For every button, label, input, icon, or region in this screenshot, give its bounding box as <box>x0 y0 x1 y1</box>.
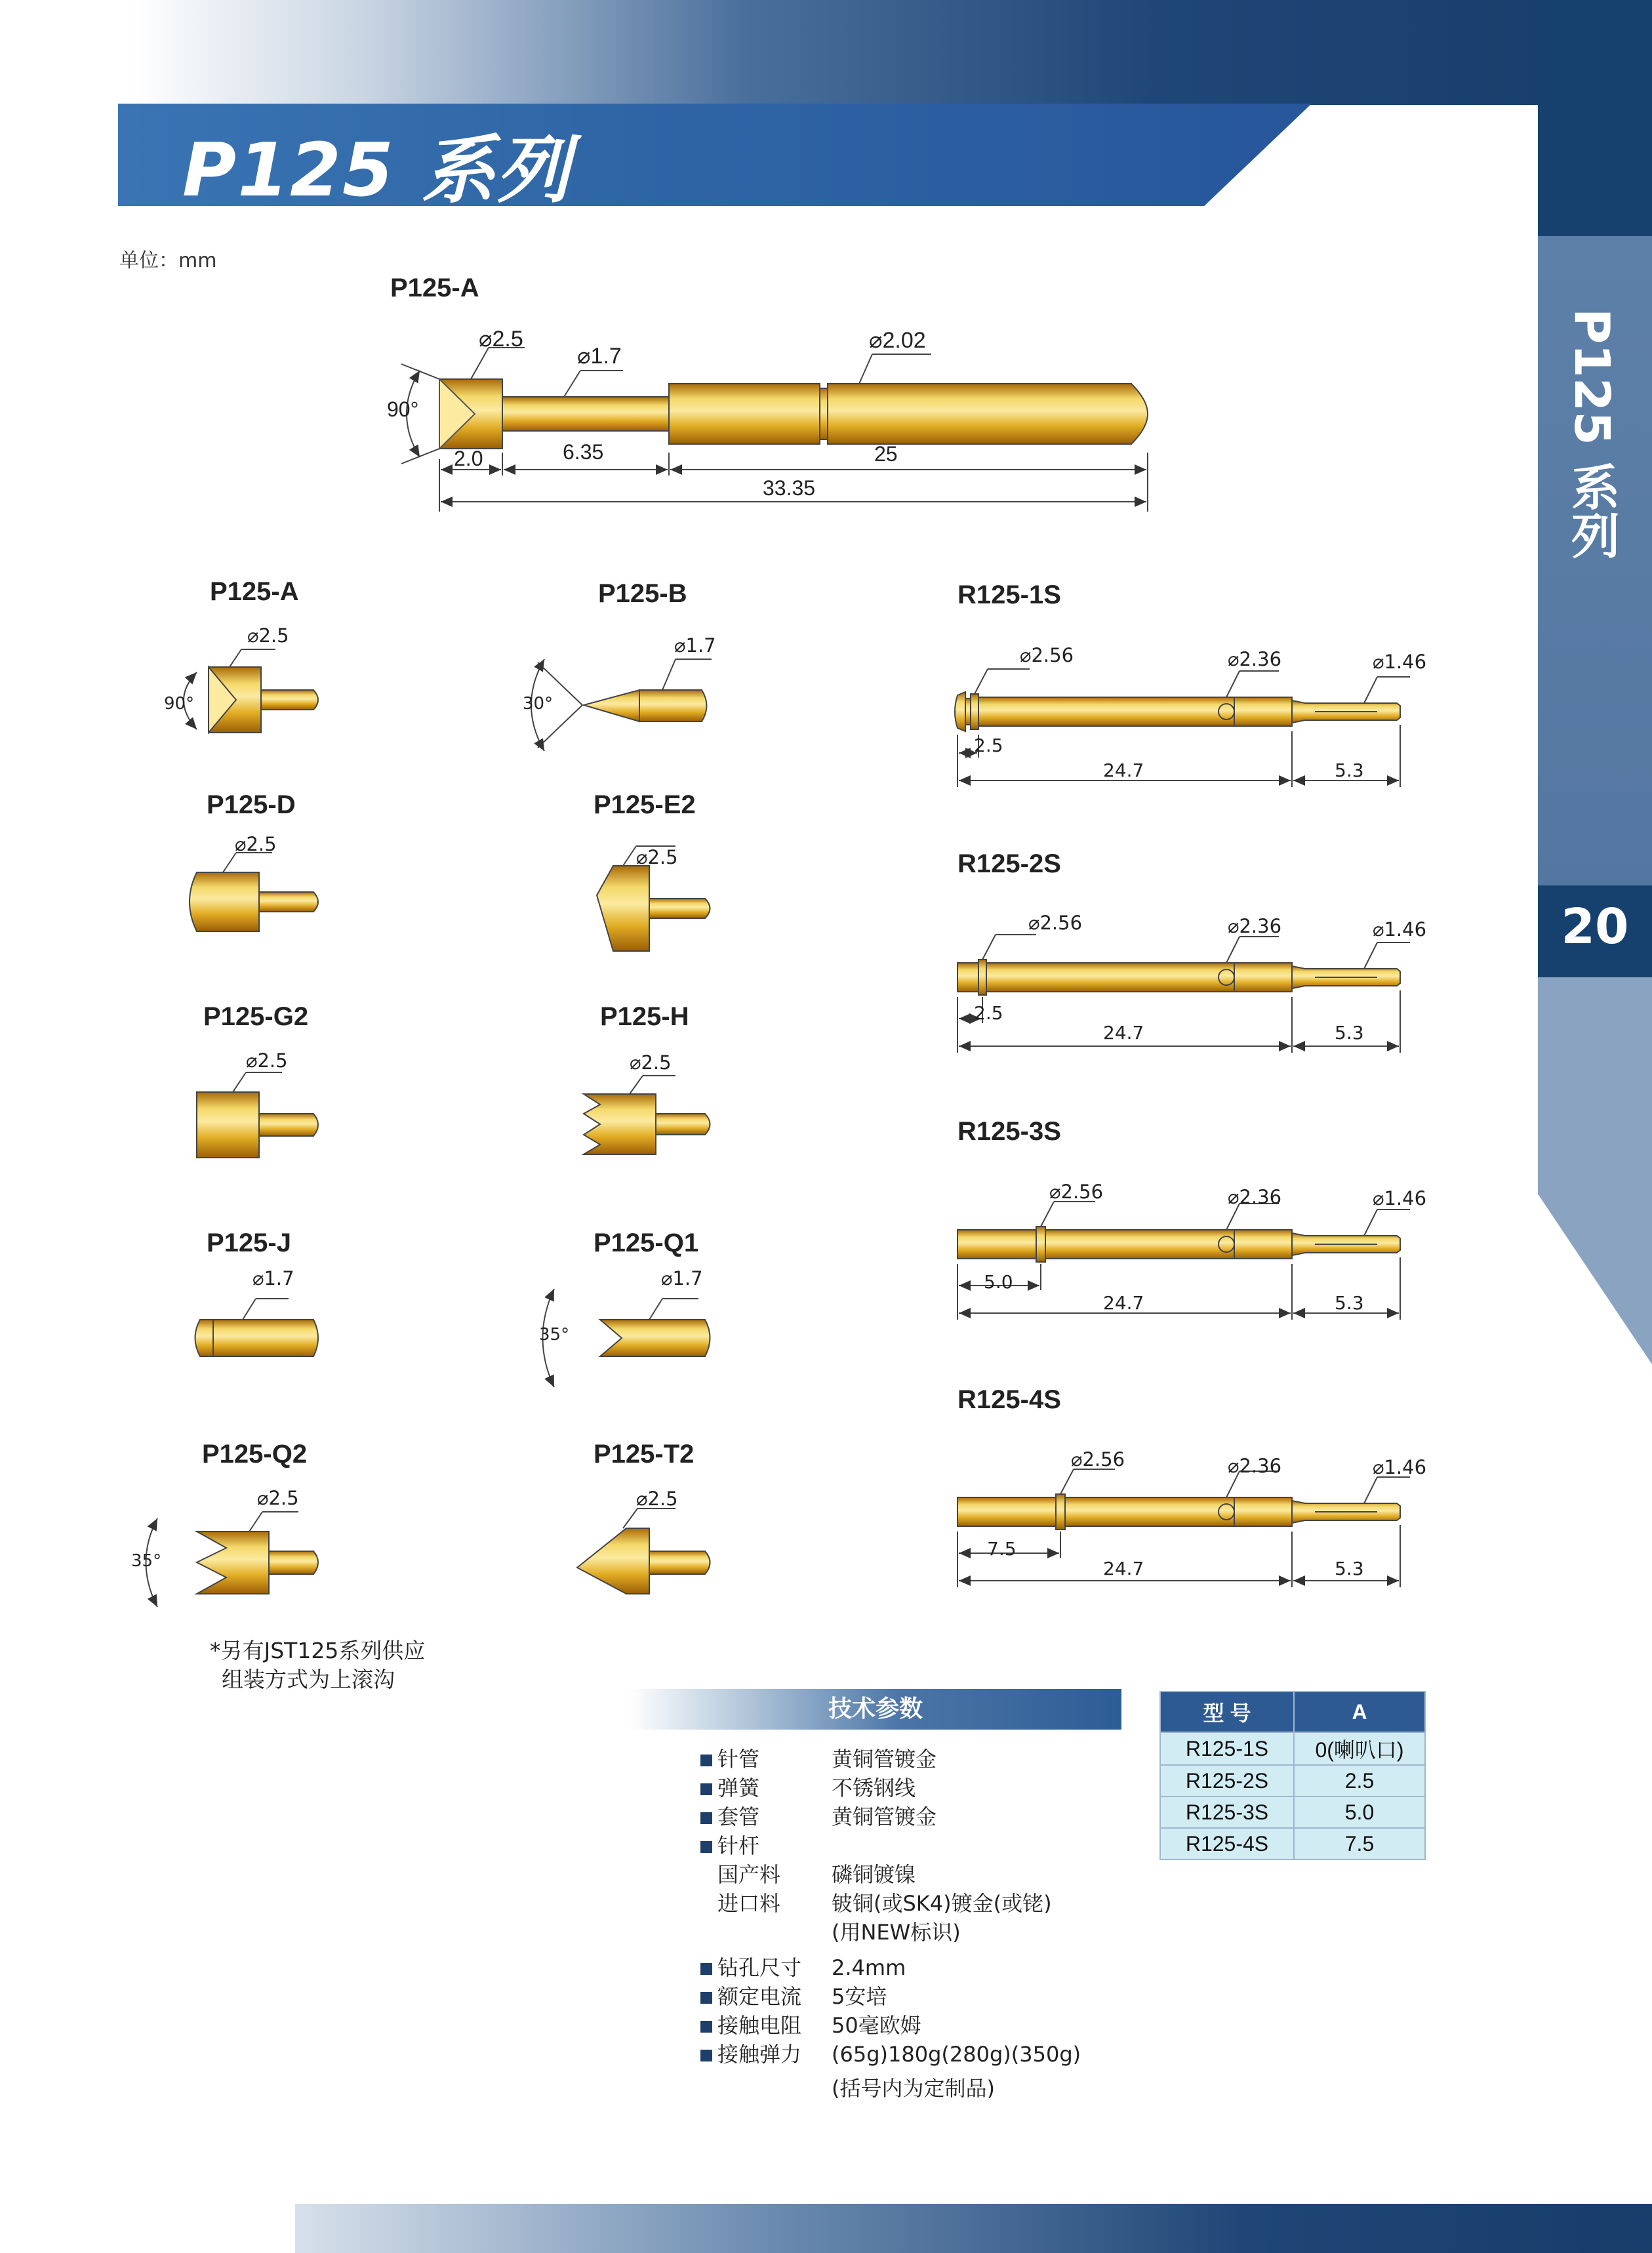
rec-1s-a: 2.5 <box>974 735 1003 756</box>
tip-dia-g2: ⌀2.5 <box>246 1049 288 1072</box>
rec-2s-l1: 24.7 <box>1103 1022 1144 1044</box>
tip-label-q1: P125-Q1 <box>594 1228 699 1257</box>
receptacle-label-4s: R125-4S <box>957 1385 1061 1414</box>
tip-dia-d: ⌀2.5 <box>235 833 277 855</box>
tip-dia-b: ⌀1.7 <box>674 634 716 657</box>
tip-angle-q2: 35° <box>131 1551 162 1571</box>
tip-label-d: P125-D <box>207 790 296 819</box>
tip-label-q2: P125-Q2 <box>202 1440 308 1469</box>
tech-row: 针杆 <box>700 1831 1081 1860</box>
table-row <box>1160 1828 1425 1859</box>
page-number: 20 <box>1561 899 1629 955</box>
model-table <box>1159 1691 1426 1860</box>
main-drawing-name: P125-A <box>390 274 479 302</box>
tip-label-g2: P125-G2 <box>203 1002 309 1031</box>
rec-2s-a: 2.5 <box>974 1002 1003 1024</box>
table-cell: 5.0 <box>1294 1796 1425 1828</box>
tip-dia-q2: ⌀2.5 <box>257 1487 299 1509</box>
tip-label-a: P125-A <box>210 577 299 606</box>
rec-3s-d3: ⌀1.46 <box>1373 1187 1427 1209</box>
rec-2s-l2: 5.3 <box>1335 1022 1364 1044</box>
note-line-2: 组装方式为上滚沟 <box>222 1667 395 1692</box>
rec-4s-d1: ⌀2.56 <box>1071 1448 1125 1471</box>
tip-label-t2: P125-T2 <box>594 1440 695 1469</box>
tip-drawing-t2 <box>577 1509 710 1594</box>
rec-1s-d2: ⌀2.36 <box>1228 648 1282 670</box>
bullet-icon <box>700 1841 712 1853</box>
rec-3s-l2: 5.3 <box>1335 1292 1364 1314</box>
tip-dia-e2: ⌀2.5 <box>636 846 678 868</box>
note-line-1: *另有JST125系列供应 <box>210 1638 426 1663</box>
tip-drawing-h <box>584 1076 710 1154</box>
bullet-icon <box>700 1755 712 1766</box>
table-cell: 2.5 <box>1294 1765 1425 1796</box>
main-len-neck: 6.35 <box>563 440 604 464</box>
bullet-icon <box>700 2021 712 2033</box>
table-cell: R125-4S <box>1160 1828 1294 1859</box>
receptacle-label-3s: R125-3S <box>957 1117 1061 1146</box>
tech-params-list <box>700 1745 1081 2103</box>
tech-params-header: 技术参数 <box>630 1689 1121 1730</box>
bullet-icon <box>700 1992 712 2004</box>
table-cell: R125-3S <box>1160 1796 1294 1828</box>
tip-drawing-a <box>184 649 318 733</box>
table-cell: 0(喇叭口) <box>1294 1732 1425 1765</box>
rec-2s-d3: ⌀1.46 <box>1373 918 1427 941</box>
main-d-neck: ⌀1.7 <box>577 344 622 369</box>
tip-angle-a: 90° <box>164 694 195 714</box>
tech-row: 接触弹力 (65g)180g(280g)(350g) <box>700 2040 1081 2069</box>
tech-row: 国产料 磷铜镀镍 <box>717 1862 916 1887</box>
rec-1s-d3: ⌀1.46 <box>1373 651 1427 673</box>
rec-3s-d2: ⌀2.36 <box>1228 1186 1282 1208</box>
table-row <box>1160 1796 1425 1828</box>
table-cell: 7.5 <box>1294 1828 1425 1859</box>
rec-3s-l1: 24.7 <box>1103 1292 1144 1314</box>
bullet-icon <box>700 2050 712 2061</box>
tip-dia-a: ⌀2.5 <box>247 624 289 647</box>
table-cell: R125-2S <box>1160 1765 1294 1796</box>
main-len-head: 2.0 <box>454 447 483 470</box>
table-row <box>1160 1732 1425 1765</box>
rec-4s-d2: ⌀2.36 <box>1228 1455 1282 1477</box>
table-header-model: 型 号 <box>1160 1692 1294 1732</box>
rec-2s-d2: ⌀2.36 <box>1228 915 1282 937</box>
tip-drawing-q2 <box>146 1512 319 1607</box>
tip-dia-q1: ⌀1.7 <box>661 1267 703 1289</box>
tech-row: 进口料 铍铜(或SK4)镀金(或铑) <box>717 1891 1052 1916</box>
tip-label-j: P125-J <box>207 1228 291 1257</box>
page-title: P125 系列 <box>182 128 571 213</box>
tip-angle-b: 30° <box>523 694 554 714</box>
rec-3s-a: 5.0 <box>984 1271 1013 1293</box>
tip-drawing-d <box>190 853 318 931</box>
table-row <box>1160 1765 1425 1796</box>
tech-row: 弹簧 不锈钢线 <box>700 1774 1081 1802</box>
rec-4s-l1: 24.7 <box>1103 1558 1144 1579</box>
bullet-icon <box>700 1783 712 1795</box>
bullet-icon <box>700 1963 712 1975</box>
tip-label-b: P125-B <box>598 579 687 608</box>
main-angle: 90° <box>387 397 419 421</box>
main-len-total: 33.35 <box>763 476 816 500</box>
tip-drawing-j <box>195 1299 319 1356</box>
bullet-icon <box>700 1812 712 1824</box>
rec-1s-l1: 24.7 <box>1103 760 1144 781</box>
table-header-a: A <box>1294 1692 1425 1732</box>
tech-row: 针管 黄铜管镀金 <box>700 1745 1081 1774</box>
tech-row: 钻孔尺寸 2.4mm <box>700 1953 1081 1982</box>
tech-row: 接触电阻 50毫欧姆 <box>700 2011 1081 2040</box>
tech-row: 额定电流 5安培 <box>700 1982 1081 2011</box>
rec-4s-l2: 5.3 <box>1335 1558 1364 1579</box>
main-len-body: 25 <box>874 442 898 466</box>
rec-1s-l2: 5.3 <box>1335 760 1364 781</box>
receptacle-label-2s: R125-2S <box>957 849 1061 878</box>
tip-angle-q1: 35° <box>539 1325 570 1345</box>
tip-drawing-b <box>531 659 712 751</box>
tech-row: (用NEW标识) <box>832 1920 961 1945</box>
tip-dia-h: ⌀2.5 <box>630 1051 672 1074</box>
unit-label: 单位：mm <box>119 249 217 272</box>
tip-drawing-g2 <box>197 1072 318 1158</box>
table-cell: R125-1S <box>1160 1732 1294 1765</box>
tech-row: 套管 黄铜管镀金 <box>700 1802 1081 1831</box>
tip-label-e2: P125-E2 <box>594 790 696 819</box>
main-d-head: ⌀2.5 <box>479 327 523 352</box>
tip-label-h: P125-H <box>600 1002 689 1031</box>
supply-note <box>210 1636 425 1694</box>
side-series-label: P125 系列 <box>1563 308 1620 559</box>
tech-row: (括号内为定制品) <box>832 2076 995 2101</box>
tip-dia-j: ⌀1.7 <box>252 1267 294 1289</box>
rec-3s-d1: ⌀2.56 <box>1049 1181 1104 1203</box>
rec-4s-a: 7.5 <box>987 1538 1017 1560</box>
receptacle-label-1s: R125-1S <box>957 580 1061 609</box>
rec-2s-d1: ⌀2.56 <box>1028 912 1083 934</box>
rec-1s-d1: ⌀2.56 <box>1020 644 1074 666</box>
rec-4s-d3: ⌀1.46 <box>1373 1456 1427 1478</box>
tip-dia-t2: ⌀2.5 <box>636 1488 678 1510</box>
receptacle-drawings <box>938 577 1449 1600</box>
main-d-body: ⌀2.02 <box>869 328 926 353</box>
